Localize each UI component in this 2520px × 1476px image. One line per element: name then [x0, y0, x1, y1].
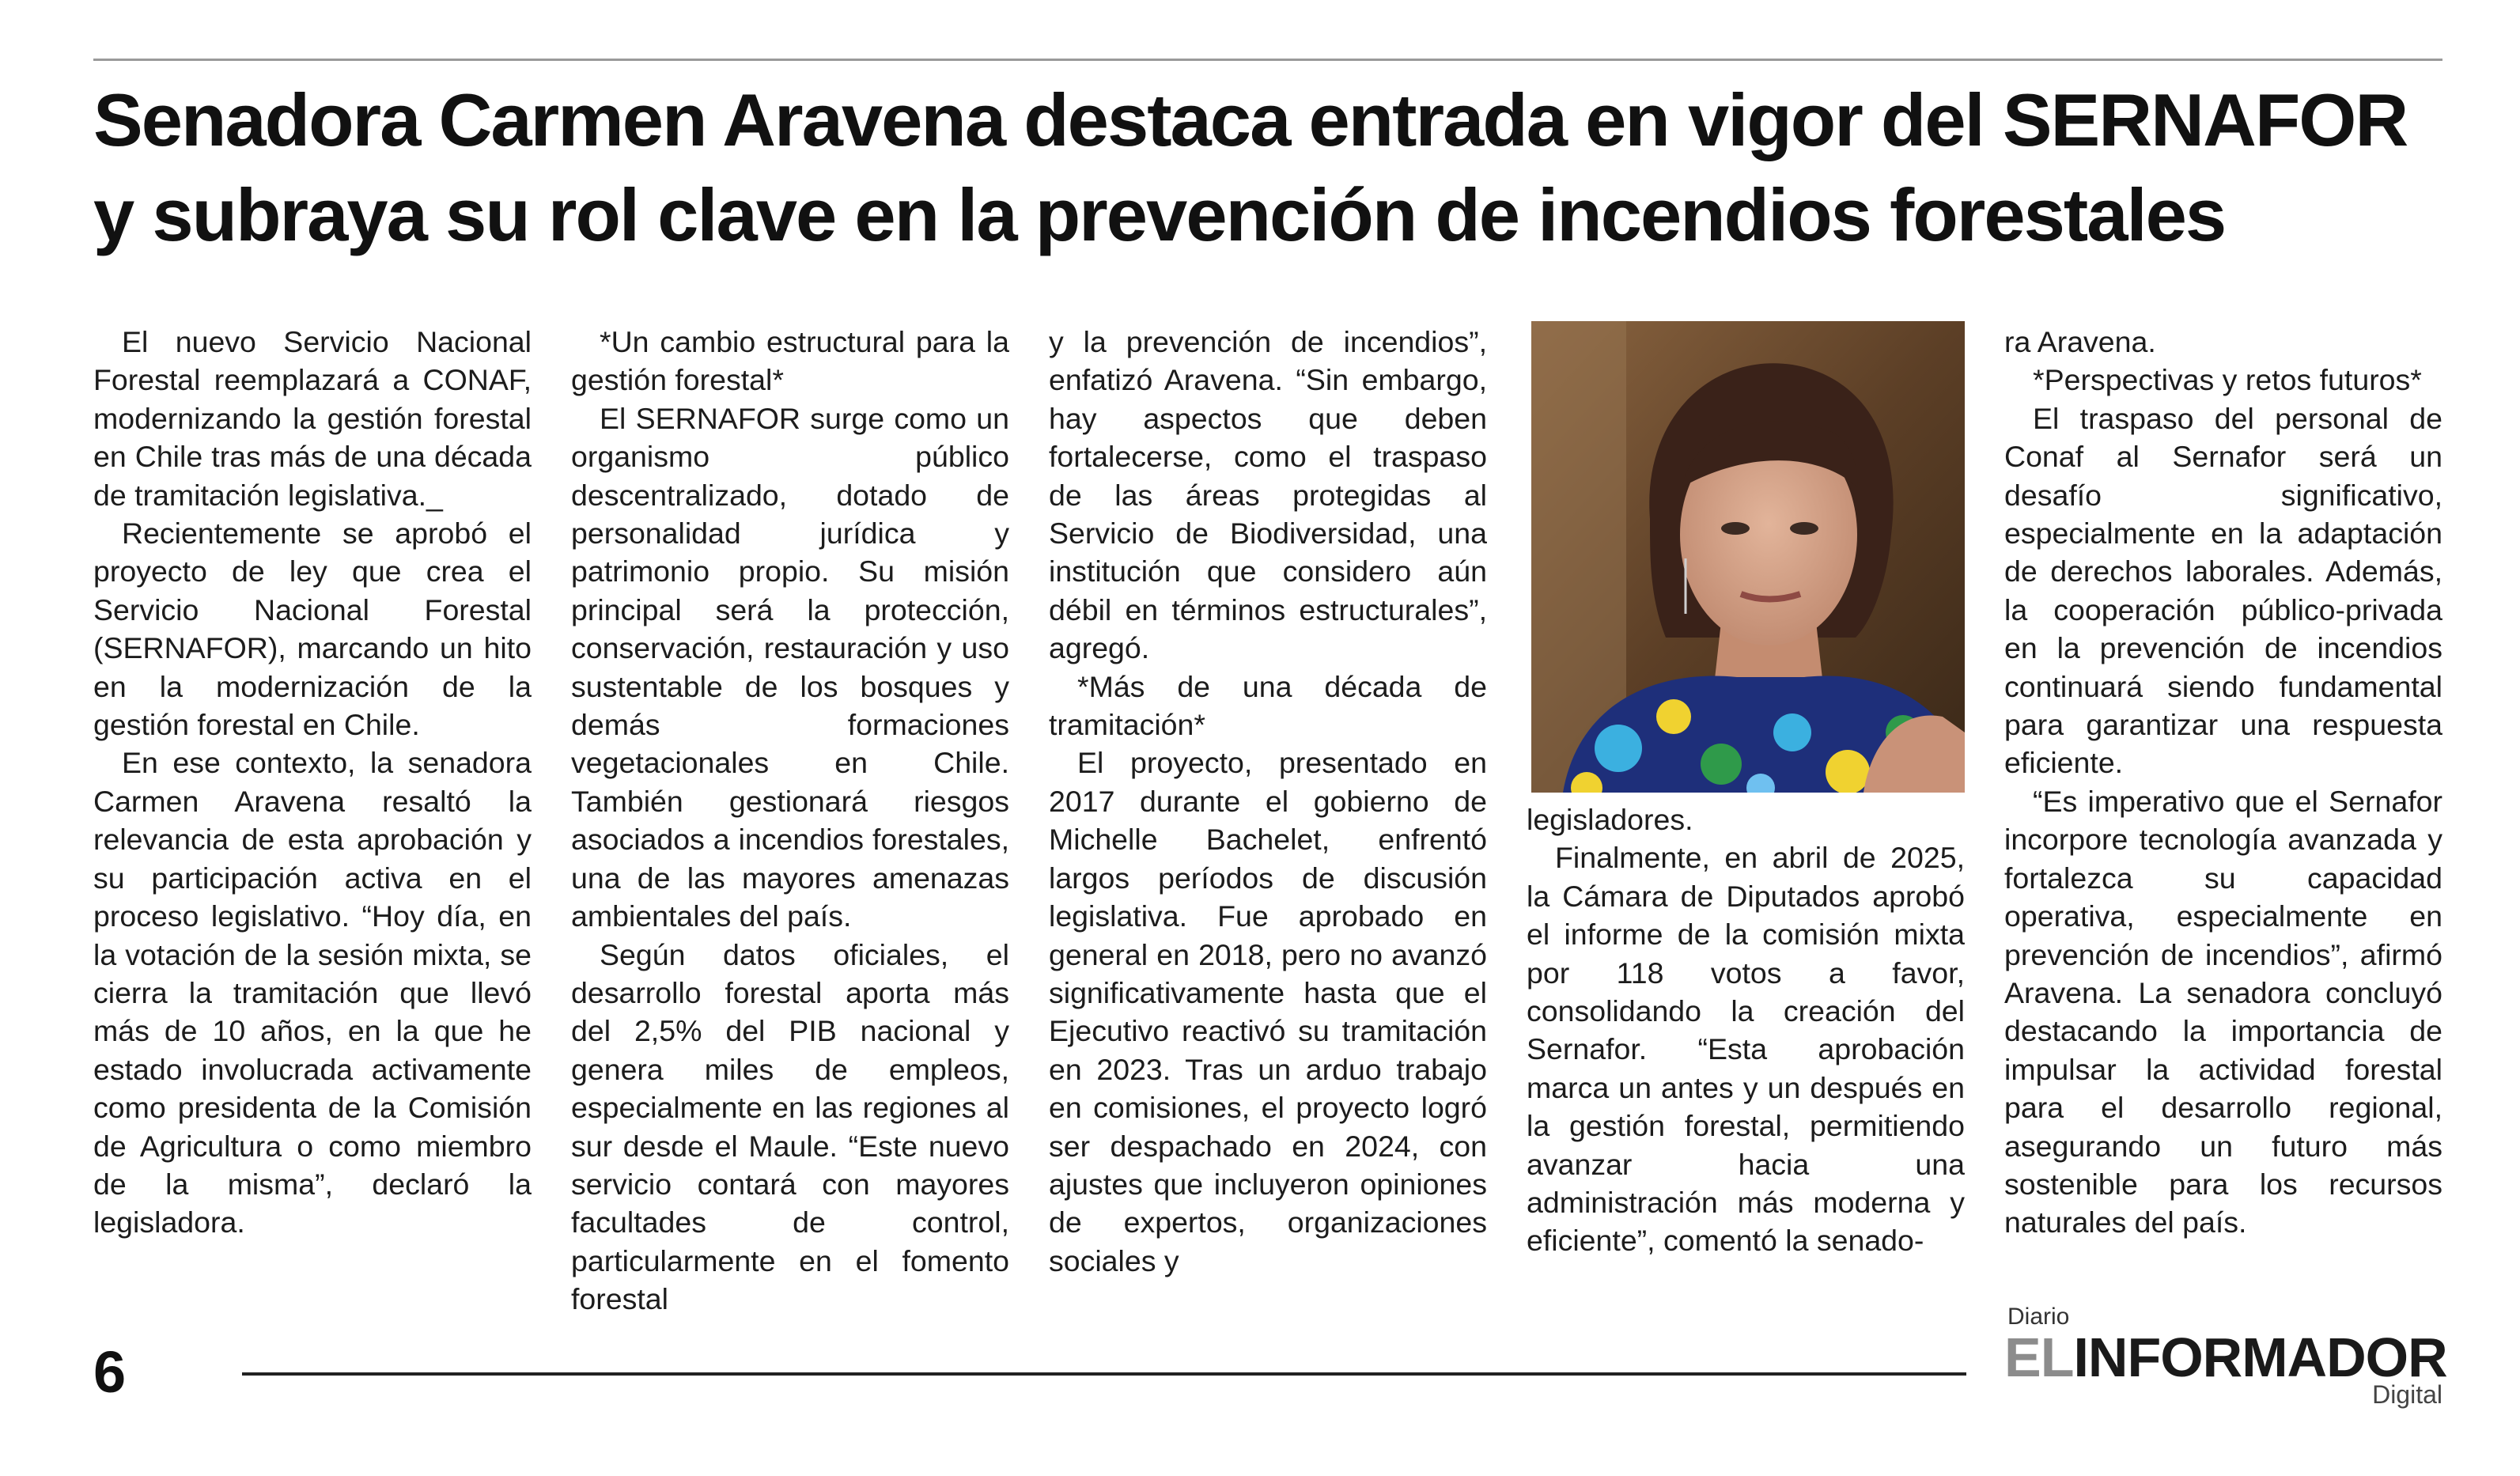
publication-logo: [2004, 1304, 2447, 1409]
article-column-3: [1049, 323, 1487, 1280]
logo-wordmark: [2004, 1327, 2447, 1387]
article-column-5: [2004, 323, 2442, 1242]
paragraph: El proyecto, presentado en 2017 durante el gobierno de Michelle Bachelet, enfrentó largos períodos de discusión legislativa. Fue aprobado en general en 2018, pero no avanzó significativamente hasta que el Ejecutivo reactivó su tramitación en 2023. Tras un arduo trabajo en comisiones, el proyecto logró ser despachado en 2024, con ajustes que incluyeron opiniones de expertos, organizaciones sociales y: [1049, 746, 1487, 1277]
paragraph: El nuevo Servicio Nacional Forestal reemplazará a CONAF, modernizando la gestión forestal en Chile tras más de una década de tramitación legislativa._: [93, 325, 532, 512]
subheading: *Un cambio estructural para la gestión forestal*: [571, 325, 1009, 397]
paragraph: ra Aravena.: [2004, 325, 2156, 358]
logo-digital-text: Digital: [2372, 1380, 2442, 1409]
paragraph: El traspaso del personal de Conaf al Sernafor será un desafío significativo, especialmente en la adaptación de derechos laborales. Además, la cooperación público-privada en la prevención de incendios continuará siendo fundamental para garantizar una respuesta eficiente.: [2004, 401, 2442, 780]
headline: Senadora Carmen Aravena destaca entrada en vigor del SERNAFOR y subraya su rol clave en la prevención de incendios forestales: [93, 78, 2408, 256]
footer-rule: [242, 1372, 1966, 1376]
logo-diario-text: Diario: [2007, 1304, 2070, 1330]
paragraph: Según datos oficiales, el desarrollo forestal aporta más del 2,5% del PIB nacional y genera miles de empleos, especialmente en las regiones al sur desde el Maule. “Este nuevo servicio contará con mayores facultades de control, particularmente en el fomento forestal: [571, 937, 1009, 1316]
article-column-4: [1527, 800, 1965, 1260]
logo-el-text: EL: [2004, 1327, 2074, 1388]
top-rule: [93, 59, 2442, 61]
page-number: 6: [93, 1339, 127, 1405]
senator-photo: [1531, 321, 1965, 793]
paragraph: En ese contexto, la senadora Carmen Aravena resaltó la relevancia de esta aprobación y su participación activa en el proceso legislativo. “Hoy día, en la votación de la sesión mixta, se cierra la tramitación que llevó más de 10 años, en la que he estado involucrada activamente como presidenta de la Comisión de Agricultura o como miembro de la misma”, declaró la legisladora.: [93, 746, 532, 1239]
subheading: *Perspectivas y retos futuros*: [2033, 363, 2422, 397]
paragraph: El SERNAFOR surge como un organismo público descentralizado, dotado de personalidad jurídica y patrimonio propio. Su misión principal será la protección, conservación, restauración y uso sustentable de los bosques y demás formaciones vegetacionales en Chile. También gestionará riesgos asociados a incendios forestales, una de las mayores amenazas ambientales del país.: [571, 401, 1009, 933]
paragraph: “Es imperativo que el Sernafor incorpore tecnología avanzada y fortalezca su capacidad operativa, especialmente en prevención de incendios”, afirmó Aravena. La senadora concluyó destacando la importancia de impulsar la actividad forestal para el desarrollo regional, asegurando un futuro más sostenible para los recursos naturales del país.: [2004, 784, 2442, 1239]
logo-informador-text: INFORMADOR: [2073, 1327, 2447, 1388]
article-column-1: [93, 323, 532, 1242]
paragraph: Recientemente se aprobó el proyecto de ley que crea el Servicio Nacional Forestal (SERNAFOR), marcando un hito en la modernización de la gestión forestal en Chile.: [93, 517, 532, 742]
subheading: *Más de una década de tramitación*: [1049, 669, 1487, 742]
paragraph: Finalmente, en abril de 2025, la Cámara de Diputados aprobó el informe de la comisión mixta por 118 votos a favor, consolidando la creación del Sernafor. “Esta aprobación marca un antes y un después en la gestión forestal, permitiendo avanzar hacia una administración más moderna y eficiente”, comentó la senado-: [1527, 841, 1965, 1258]
article-column-2: [571, 323, 1009, 1319]
paragraph: y la prevención de incendios”, enfatizó Aravena. “Sin embargo, hay aspectos que deben fortalecerse, como el traspaso de las áreas protegidas al Servicio de Biodiversidad, una institución que considero aún débil en términos estructurales”, agregó.: [1049, 325, 1487, 665]
paragraph: legisladores.: [1527, 803, 1693, 836]
